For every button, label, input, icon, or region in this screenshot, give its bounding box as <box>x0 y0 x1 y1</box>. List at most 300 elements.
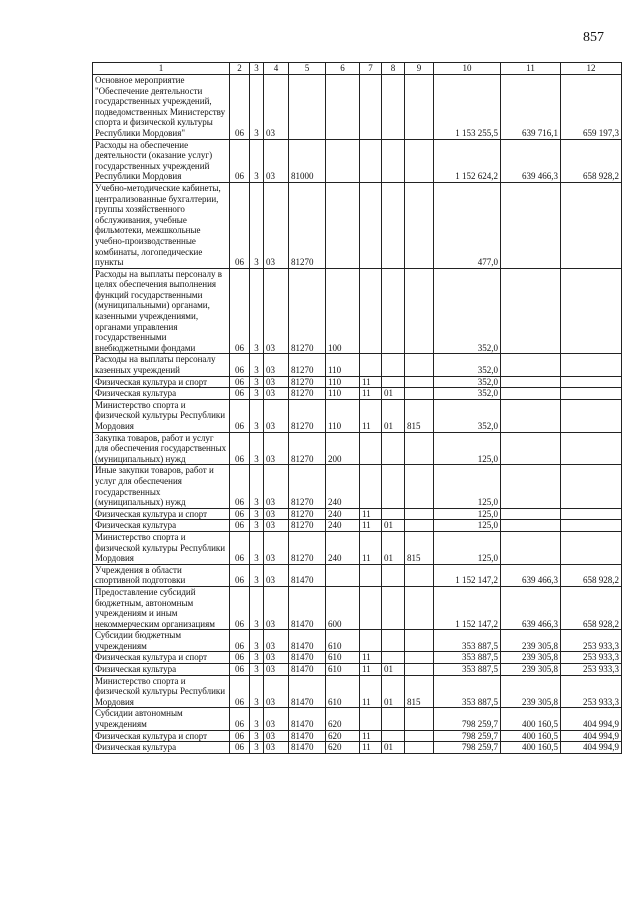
amount-col-12-cell: 404 994,9 <box>561 730 622 742</box>
col-4-cell: 03 <box>264 675 289 708</box>
amount-col-11-cell: 239 305,8 <box>501 675 561 708</box>
col-9-cell <box>405 354 434 376</box>
amount-col-12-cell: 658 928,2 <box>561 586 622 629</box>
row-name-cell: Основное мероприятие "Обеспечение деятельности государственных учреждений, подведомственных Министерству спорта и физической культуры Республики Мордовия" <box>93 75 230 140</box>
col-3-cell: 3 <box>250 376 264 388</box>
row-name-cell: Министерство спорта и физической культуры Республики Мордовия <box>93 675 230 708</box>
amount-col-10-cell: 352,0 <box>434 354 501 376</box>
col-6-cell: 610 <box>326 664 360 676</box>
col-6-cell: 610 <box>326 652 360 664</box>
col-9-cell: 815 <box>405 531 434 564</box>
col-3-cell: 3 <box>250 586 264 629</box>
col-7-cell: 11 <box>360 520 382 532</box>
table-row <box>93 652 622 664</box>
col-7-cell: 11 <box>360 675 382 708</box>
amount-col-10-cell: 353 887,5 <box>434 664 501 676</box>
col-8-cell: 01 <box>382 742 405 754</box>
col-5-cell <box>289 75 326 140</box>
amount-col-10-cell: 798 259,7 <box>434 708 501 730</box>
col-7-cell: 11 <box>360 742 382 754</box>
row-name-cell: Министерство спорта и физической культуры Республики Мордовия <box>93 399 230 432</box>
column-header: 1 <box>93 63 230 75</box>
amount-col-11-cell: 639 716,1 <box>501 75 561 140</box>
amount-col-10-cell: 352,0 <box>434 388 501 400</box>
col-5-cell: 81470 <box>289 742 326 754</box>
col-9-cell <box>405 708 434 730</box>
col-6-cell: 240 <box>326 465 360 508</box>
col-6-cell: 240 <box>326 508 360 520</box>
table-row <box>93 268 622 354</box>
amount-col-10-cell: 125,0 <box>434 520 501 532</box>
col-4-cell: 03 <box>264 564 289 586</box>
col-3-cell: 3 <box>250 564 264 586</box>
amount-col-10-cell: 798 259,7 <box>434 730 501 742</box>
col-9-cell <box>405 388 434 400</box>
amount-col-10-cell: 798 259,7 <box>434 742 501 754</box>
row-name-cell: Физическая культура и спорт <box>93 652 230 664</box>
col-9-cell <box>405 630 434 652</box>
col-6-cell: 240 <box>326 531 360 564</box>
column-header: 2 <box>230 63 250 75</box>
col-5-cell: 81270 <box>289 388 326 400</box>
col-5-cell: 81270 <box>289 182 326 268</box>
col-4-cell: 03 <box>264 531 289 564</box>
amount-col-11-cell <box>501 508 561 520</box>
col-9-cell <box>405 742 434 754</box>
amount-col-12-cell <box>561 268 622 354</box>
col-9-cell: 815 <box>405 675 434 708</box>
col-7-cell <box>360 564 382 586</box>
col-6-cell: 610 <box>326 675 360 708</box>
col-6-cell: 620 <box>326 730 360 742</box>
table-row <box>93 564 622 586</box>
amount-col-11-cell <box>501 399 561 432</box>
row-name-cell: Субсидии бюджетным учреждениям <box>93 630 230 652</box>
col-6-cell: 110 <box>326 376 360 388</box>
table-row <box>93 182 622 268</box>
amount-col-10-cell: 125,0 <box>434 508 501 520</box>
table-row <box>93 742 622 754</box>
col-7-cell <box>360 432 382 465</box>
col-9-cell <box>405 730 434 742</box>
page-number: 857 <box>583 30 604 45</box>
col-5-cell: 81470 <box>289 708 326 730</box>
col-2-cell: 06 <box>230 388 250 400</box>
col-8-cell <box>382 432 405 465</box>
col-4-cell: 03 <box>264 268 289 354</box>
col-9-cell <box>405 564 434 586</box>
col-3-cell: 3 <box>250 75 264 140</box>
table-row <box>93 708 622 730</box>
row-name-cell: Расходы на обеспечение деятельности (оказание услуг) государственных учреждений Республики Мордовия <box>93 139 230 182</box>
col-7-cell: 11 <box>360 531 382 564</box>
amount-col-12-cell: 659 197,3 <box>561 75 622 140</box>
col-6-cell <box>326 182 360 268</box>
col-3-cell: 3 <box>250 520 264 532</box>
col-9-cell <box>405 139 434 182</box>
col-3-cell: 3 <box>250 730 264 742</box>
column-header: 3 <box>250 63 264 75</box>
col-9-cell: 815 <box>405 399 434 432</box>
amount-col-11-cell: 400 160,5 <box>501 742 561 754</box>
col-8-cell <box>382 182 405 268</box>
amount-col-11-cell <box>501 182 561 268</box>
amount-col-12-cell <box>561 376 622 388</box>
row-name-cell: Расходы на выплаты персоналу в целях обеспечения выполнения функций государственными (муниципальными) органами, казенными учреждениями, органами управления государственными внебюджетными фондами <box>93 268 230 354</box>
col-6-cell <box>326 75 360 140</box>
col-7-cell: 11 <box>360 508 382 520</box>
col-9-cell <box>405 432 434 465</box>
amount-col-11-cell: 639 466,3 <box>501 564 561 586</box>
amount-col-11-cell <box>501 432 561 465</box>
col-5-cell: 81270 <box>289 354 326 376</box>
table-row <box>93 520 622 532</box>
col-2-cell: 06 <box>230 531 250 564</box>
table-row <box>93 376 622 388</box>
table-row <box>93 465 622 508</box>
col-6-cell <box>326 564 360 586</box>
col-5-cell: 81470 <box>289 630 326 652</box>
col-4-cell: 03 <box>264 139 289 182</box>
row-name-cell: Физическая культура <box>93 520 230 532</box>
col-9-cell <box>405 586 434 629</box>
row-name-cell: Министерство спорта и физической культуры Республики Мордовия <box>93 531 230 564</box>
col-3-cell: 3 <box>250 675 264 708</box>
amount-col-11-cell <box>501 520 561 532</box>
col-3-cell: 3 <box>250 742 264 754</box>
col-3-cell: 3 <box>250 399 264 432</box>
col-5-cell: 81470 <box>289 730 326 742</box>
table-row <box>93 354 622 376</box>
table-row <box>93 531 622 564</box>
row-name-cell: Учебно-методические кабинеты, централизованные бухгалтерии, группы хозяйственного обслуживания, учебные фильмотеки, межшкольные учебно-производственные комбинаты, логопедические пункты <box>93 182 230 268</box>
col-2-cell: 06 <box>230 376 250 388</box>
table-header-row <box>93 63 622 75</box>
col-7-cell <box>360 586 382 629</box>
col-5-cell: 81270 <box>289 432 326 465</box>
col-5-cell: 81270 <box>289 465 326 508</box>
amount-col-11-cell: 239 305,8 <box>501 630 561 652</box>
col-7-cell <box>360 75 382 140</box>
amount-col-12-cell: 253 933,3 <box>561 664 622 676</box>
amount-col-11-cell: 639 466,3 <box>501 139 561 182</box>
amount-col-10-cell: 125,0 <box>434 465 501 508</box>
col-8-cell: 01 <box>382 531 405 564</box>
col-2-cell: 06 <box>230 182 250 268</box>
col-7-cell <box>360 465 382 508</box>
col-4-cell: 03 <box>264 182 289 268</box>
col-7-cell: 11 <box>360 730 382 742</box>
col-9-cell <box>405 652 434 664</box>
amount-col-12-cell <box>561 432 622 465</box>
col-3-cell: 3 <box>250 354 264 376</box>
col-9-cell <box>405 376 434 388</box>
col-3-cell: 3 <box>250 652 264 664</box>
amount-col-11-cell <box>501 376 561 388</box>
col-8-cell <box>382 508 405 520</box>
col-4-cell: 03 <box>264 520 289 532</box>
col-8-cell: 01 <box>382 388 405 400</box>
amount-col-10-cell: 353 887,5 <box>434 630 501 652</box>
amount-col-11-cell: 239 305,8 <box>501 652 561 664</box>
col-2-cell: 06 <box>230 520 250 532</box>
col-2-cell: 06 <box>230 652 250 664</box>
amount-col-11-cell <box>501 388 561 400</box>
amount-col-12-cell <box>561 520 622 532</box>
row-name-cell: Предоставление субсидий бюджетным, автономным учреждениям и иным некоммерческим организациям <box>93 586 230 629</box>
col-5-cell: 81270 <box>289 376 326 388</box>
col-7-cell <box>360 630 382 652</box>
column-header: 9 <box>405 63 434 75</box>
amount-col-12-cell <box>561 388 622 400</box>
column-header: 4 <box>264 63 289 75</box>
col-4-cell: 03 <box>264 75 289 140</box>
amount-col-12-cell <box>561 508 622 520</box>
col-7-cell <box>360 268 382 354</box>
col-3-cell: 3 <box>250 708 264 730</box>
col-6-cell: 610 <box>326 630 360 652</box>
amount-col-12-cell: 658 928,2 <box>561 564 622 586</box>
col-8-cell: 01 <box>382 399 405 432</box>
amount-col-10-cell: 353 887,5 <box>434 675 501 708</box>
col-3-cell: 3 <box>250 531 264 564</box>
table-row <box>93 399 622 432</box>
col-9-cell <box>405 508 434 520</box>
amount-col-12-cell <box>561 465 622 508</box>
amount-col-10-cell: 477,0 <box>434 182 501 268</box>
col-7-cell <box>360 182 382 268</box>
row-name-cell: Физическая культура и спорт <box>93 376 230 388</box>
col-9-cell <box>405 268 434 354</box>
col-2-cell: 06 <box>230 664 250 676</box>
col-8-cell <box>382 564 405 586</box>
col-7-cell: 11 <box>360 664 382 676</box>
amount-col-10-cell: 125,0 <box>434 531 501 564</box>
col-4-cell: 03 <box>264 586 289 629</box>
col-5-cell: 81270 <box>289 399 326 432</box>
amount-col-12-cell <box>561 182 622 268</box>
col-2-cell: 06 <box>230 465 250 508</box>
col-3-cell: 3 <box>250 630 264 652</box>
col-4-cell: 03 <box>264 664 289 676</box>
col-4-cell: 03 <box>264 354 289 376</box>
col-8-cell <box>382 354 405 376</box>
col-8-cell <box>382 708 405 730</box>
amount-col-12-cell: 253 933,3 <box>561 675 622 708</box>
col-6-cell: 100 <box>326 268 360 354</box>
col-4-cell: 03 <box>264 742 289 754</box>
col-5-cell: 81470 <box>289 664 326 676</box>
col-4-cell: 03 <box>264 652 289 664</box>
amount-col-12-cell: 253 933,3 <box>561 652 622 664</box>
amount-col-11-cell <box>501 268 561 354</box>
col-2-cell: 06 <box>230 75 250 140</box>
col-8-cell <box>382 586 405 629</box>
amount-col-12-cell <box>561 531 622 564</box>
col-4-cell: 03 <box>264 399 289 432</box>
table-row <box>93 508 622 520</box>
amount-col-10-cell: 353 887,5 <box>434 652 501 664</box>
row-name-cell: Закупка товаров, работ и услуг для обеспечения государственных (муниципальных) нужд <box>93 432 230 465</box>
col-3-cell: 3 <box>250 432 264 465</box>
col-2-cell: 06 <box>230 268 250 354</box>
col-6-cell: 620 <box>326 708 360 730</box>
col-9-cell <box>405 182 434 268</box>
col-7-cell <box>360 708 382 730</box>
amount-col-11-cell: 239 305,8 <box>501 664 561 676</box>
row-name-cell: Физическая культура <box>93 388 230 400</box>
table-row <box>93 388 622 400</box>
column-header: 6 <box>326 63 360 75</box>
column-header: 7 <box>360 63 382 75</box>
col-4-cell: 03 <box>264 708 289 730</box>
col-8-cell: 01 <box>382 664 405 676</box>
col-4-cell: 03 <box>264 432 289 465</box>
col-2-cell: 06 <box>230 630 250 652</box>
col-3-cell: 3 <box>250 664 264 676</box>
col-7-cell: 11 <box>360 399 382 432</box>
col-4-cell: 03 <box>264 508 289 520</box>
col-9-cell <box>405 664 434 676</box>
col-9-cell <box>405 465 434 508</box>
col-5-cell: 81270 <box>289 268 326 354</box>
col-8-cell <box>382 268 405 354</box>
table-row <box>93 432 622 465</box>
col-2-cell: 06 <box>230 564 250 586</box>
amount-col-12-cell: 404 994,9 <box>561 742 622 754</box>
col-5-cell: 81470 <box>289 586 326 629</box>
col-2-cell: 06 <box>230 586 250 629</box>
col-6-cell: 240 <box>326 520 360 532</box>
col-8-cell <box>382 75 405 140</box>
table-row <box>93 139 622 182</box>
col-8-cell: 01 <box>382 520 405 532</box>
col-2-cell: 06 <box>230 432 250 465</box>
table-row <box>93 664 622 676</box>
col-7-cell: 11 <box>360 652 382 664</box>
col-4-cell: 03 <box>264 388 289 400</box>
table-body <box>93 75 622 754</box>
col-6-cell: 620 <box>326 742 360 754</box>
col-6-cell: 110 <box>326 399 360 432</box>
col-2-cell: 06 <box>230 354 250 376</box>
col-8-cell <box>382 630 405 652</box>
row-name-cell: Физическая культура <box>93 664 230 676</box>
col-4-cell: 03 <box>264 376 289 388</box>
amount-col-10-cell: 352,0 <box>434 376 501 388</box>
col-7-cell: 11 <box>360 376 382 388</box>
col-4-cell: 03 <box>264 630 289 652</box>
col-8-cell <box>382 376 405 388</box>
col-7-cell <box>360 354 382 376</box>
col-2-cell: 06 <box>230 742 250 754</box>
col-2-cell: 06 <box>230 730 250 742</box>
table-row <box>93 730 622 742</box>
col-3-cell: 3 <box>250 465 264 508</box>
amount-col-11-cell <box>501 531 561 564</box>
amount-col-10-cell: 125,0 <box>434 432 501 465</box>
amount-col-10-cell: 1 152 147,2 <box>434 586 501 629</box>
col-2-cell: 06 <box>230 675 250 708</box>
col-3-cell: 3 <box>250 508 264 520</box>
col-8-cell: 01 <box>382 675 405 708</box>
col-5-cell: 81470 <box>289 675 326 708</box>
col-3-cell: 3 <box>250 388 264 400</box>
row-name-cell: Физическая культура <box>93 742 230 754</box>
col-5-cell: 81470 <box>289 564 326 586</box>
col-8-cell <box>382 652 405 664</box>
col-7-cell: 11 <box>360 388 382 400</box>
row-name-cell: Расходы на выплаты персоналу казенных учреждений <box>93 354 230 376</box>
col-5-cell: 81000 <box>289 139 326 182</box>
row-name-cell: Учреждения в области спортивной подготовки <box>93 564 230 586</box>
table-row <box>93 75 622 140</box>
col-4-cell: 03 <box>264 730 289 742</box>
row-name-cell: Субсидии автономным учреждениям <box>93 708 230 730</box>
col-5-cell: 81270 <box>289 520 326 532</box>
col-5-cell: 81270 <box>289 508 326 520</box>
col-2-cell: 06 <box>230 399 250 432</box>
table-row <box>93 586 622 629</box>
amount-col-11-cell: 400 160,5 <box>501 730 561 742</box>
col-6-cell: 200 <box>326 432 360 465</box>
amount-col-10-cell: 1 153 255,5 <box>434 75 501 140</box>
amount-col-12-cell <box>561 399 622 432</box>
amount-col-12-cell <box>561 354 622 376</box>
col-6-cell <box>326 139 360 182</box>
column-header: 10 <box>434 63 501 75</box>
col-9-cell <box>405 75 434 140</box>
col-4-cell: 03 <box>264 465 289 508</box>
col-7-cell <box>360 139 382 182</box>
amount-col-11-cell: 400 160,5 <box>501 708 561 730</box>
amount-col-10-cell: 1 152 147,2 <box>434 564 501 586</box>
col-5-cell: 81270 <box>289 531 326 564</box>
amount-col-10-cell: 352,0 <box>434 268 501 354</box>
row-name-cell: Физическая культура и спорт <box>93 508 230 520</box>
column-header: 8 <box>382 63 405 75</box>
col-3-cell: 3 <box>250 182 264 268</box>
col-2-cell: 06 <box>230 139 250 182</box>
amount-col-12-cell: 658 928,2 <box>561 139 622 182</box>
column-header: 5 <box>289 63 326 75</box>
col-5-cell: 81470 <box>289 652 326 664</box>
amount-col-11-cell <box>501 465 561 508</box>
amount-col-11-cell: 639 466,3 <box>501 586 561 629</box>
col-9-cell <box>405 520 434 532</box>
col-3-cell: 3 <box>250 139 264 182</box>
col-8-cell <box>382 465 405 508</box>
amount-col-10-cell: 352,0 <box>434 399 501 432</box>
table-row <box>93 675 622 708</box>
col-2-cell: 06 <box>230 708 250 730</box>
col-8-cell <box>382 139 405 182</box>
budget-table <box>92 62 622 754</box>
row-name-cell: Иные закупки товаров, работ и услуг для обеспечения государственных (муниципальных) нужд <box>93 465 230 508</box>
table-row <box>93 630 622 652</box>
col-2-cell: 06 <box>230 508 250 520</box>
col-6-cell: 600 <box>326 586 360 629</box>
col-8-cell <box>382 730 405 742</box>
column-header: 12 <box>561 63 622 75</box>
col-3-cell: 3 <box>250 268 264 354</box>
amount-col-12-cell: 404 994,9 <box>561 708 622 730</box>
column-header: 11 <box>501 63 561 75</box>
col-6-cell: 110 <box>326 354 360 376</box>
amount-col-10-cell: 1 152 624,2 <box>434 139 501 182</box>
col-6-cell: 110 <box>326 388 360 400</box>
amount-col-12-cell: 253 933,3 <box>561 630 622 652</box>
